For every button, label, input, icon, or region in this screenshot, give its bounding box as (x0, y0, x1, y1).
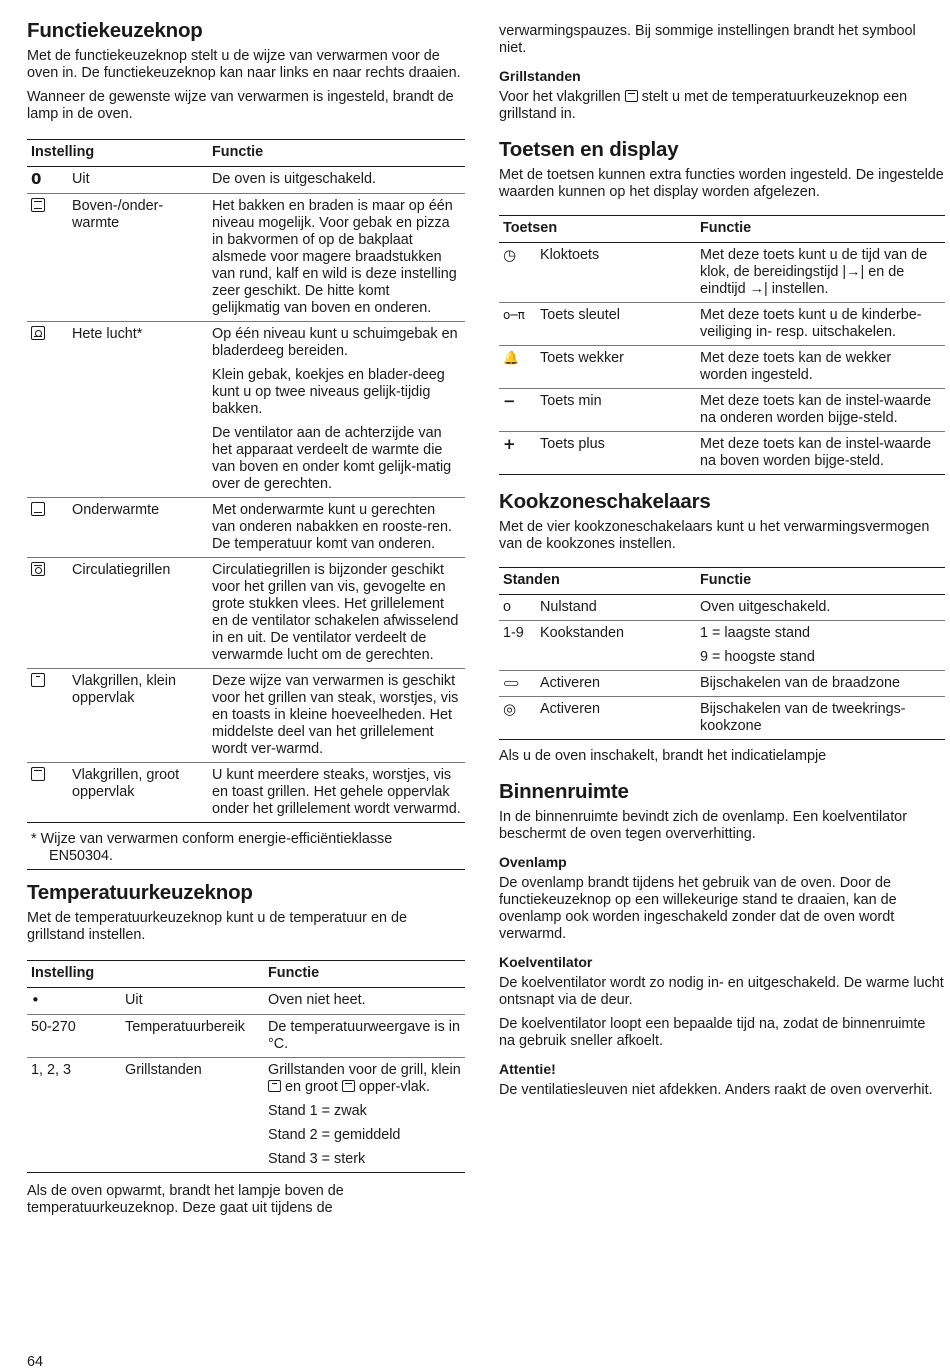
table-row (499, 303, 945, 346)
grill-icon (625, 90, 638, 102)
setting-symbol: 50-270 (27, 1015, 121, 1058)
oven-lamp-text: De ovenlamp brandt tijdens het gebruik van de oven. Door de functiekeuzeknop op een willekeurige stand te draaien, kan de ovenlamp ook worden ingeschakeld zonder dat de oven wordt verwarmd. (499, 875, 897, 942)
setting-name: Vlakgrillen, klein oppervlak (68, 669, 208, 763)
grill-stand-3: Stand 3 = sterk (268, 1151, 366, 1167)
table-row (27, 669, 465, 763)
temperature-table (27, 960, 465, 1173)
setting-description: Klein gebak, koekjes en blader-deeg kunt u op twee niveaus gelijk-tijdig bakken. (212, 367, 445, 417)
position-name: Nulstand (536, 595, 696, 621)
setting-name: Grillstanden (121, 1058, 264, 1173)
keys-table-header-keys: Toetsen (499, 216, 696, 243)
position-description: Bijschakelen van de braadzone (696, 671, 945, 697)
function-selector-heading: Functiekeuzeknop (27, 19, 203, 42)
temperature-lamp-note: Als de oven opwarmt, brandt het lampje boven de temperatuurkeuzeknop. Deze gaat uit tijdens de (27, 1183, 344, 1216)
setting-description: De oven is uitgeschakeld. (212, 171, 376, 187)
continued-text: verwarmingspauzes. Bij sommige instellingen brandt het symbool niet. (499, 23, 916, 56)
key-name: Toets min (536, 389, 696, 432)
small-grill-icon (268, 1080, 281, 1092)
key-name: Toets plus (536, 432, 696, 475)
footnote-line: EN50304. (49, 848, 114, 864)
function-table (27, 139, 465, 823)
setting-name: Boven-/onder-warmte (68, 194, 208, 322)
table-row (27, 167, 465, 194)
position-description: 9 = hoogste stand (700, 649, 815, 665)
cooking-zone-table-header-positions: Standen (499, 568, 696, 595)
roasting-zone-icon: ⊂⊃ (503, 677, 518, 690)
table-row (499, 243, 945, 303)
cooling-fan-text-1: De koelventilator wordt zo nodig in- en uitgeschakeld. De warme lucht ontsnapt via de deur. (499, 975, 944, 1008)
function-selector-intro: Met de functiekeuzeknop stelt u de wijze van verwarmen voor de oven in. De functiekeuzeknop kan naar links en naar rechts draaien. (27, 48, 461, 81)
position-name: Activeren (536, 671, 696, 697)
position-description: Bijschakelen van de tweekrings-kookzone (696, 697, 945, 740)
temperature-table-header-setting: Instelling (27, 961, 264, 988)
cooking-zone-switches-heading: Kookzoneschakelaars (499, 490, 711, 513)
grill-text-part: stelt u met de temperatuurkeuzeknop een grillstand in. (499, 89, 908, 122)
table-row (27, 1015, 465, 1058)
keys-display-intro: Met de toetsen kunnen extra functies worden ingesteld. De ingestelde waarden kunnen op het display worden afgelezen. (499, 167, 944, 200)
grill-stand-1: Stand 1 = zwak (268, 1103, 367, 1119)
grill-text-part: en groot (285, 1079, 338, 1095)
clock-icon: ◷ (503, 246, 517, 264)
indicator-lamp-note: Als u de oven inschakelt, brandt het indicatielampje (499, 748, 827, 764)
hot-air-icon (31, 326, 45, 340)
table-row (499, 346, 945, 389)
bell-icon: 🔔 (503, 351, 520, 366)
energy-class-footnote (27, 827, 465, 870)
off-dot-symbol: • (31, 991, 40, 1009)
oven-lamp-heading: Ovenlamp (499, 854, 567, 870)
interior-intro: In de binnenruimte bevindt zich de ovenlamp. Een koelventilator beschermt de oven tegen oververhitting. (499, 809, 907, 842)
footnote-line: * Wijze van verwarmen conform energie-efficiëntieklasse (31, 831, 393, 847)
function-selector-lamp-note: Wanneer de gewenste wijze van verwarmen is ingesteld, brandt de lamp in de oven. (27, 89, 454, 122)
large-grill-icon (342, 1080, 355, 1092)
circulation-grill-icon (31, 562, 45, 576)
table-row (27, 498, 465, 558)
key-description: Met deze toets kan de instel-waarde na onderen worden bijge-steld. (696, 389, 945, 432)
cooking-zone-table (499, 567, 945, 740)
key-icon: o─π (503, 308, 525, 322)
setting-name: Hete lucht* (68, 322, 208, 498)
keys-table (499, 215, 945, 475)
temperature-table-header-function: Functie (264, 961, 465, 988)
setting-name: Temperatuurbereik (121, 1015, 264, 1058)
interior-heading: Binnenruimte (499, 780, 629, 803)
function-table-header-setting: Instelling (27, 140, 208, 167)
table-row (499, 697, 945, 740)
key-description: Met deze toets kunt u de tijd van de klok, de bereidingstijd |→| en de eindtijd →| instellen. (696, 243, 945, 303)
table-row (499, 671, 945, 697)
small-grill-icon (31, 673, 45, 687)
setting-description: Circulatiegrillen is bijzonder geschikt voor het grillen van vis, gevogelte en grote stukken vlees. Het grillelement en de ventilator schakelen afwisselend in en uit. De ventilator verdeelt de verwarmde lucht om de gerechten. (212, 562, 459, 663)
key-name: Kloktoets (536, 243, 696, 303)
position-name: Activeren (536, 697, 696, 740)
large-grill-icon (31, 767, 45, 781)
setting-symbol: 1, 2, 3 (27, 1058, 121, 1173)
minus-icon: − (503, 392, 516, 410)
grill-stand-2: Stand 2 = gemiddeld (268, 1127, 401, 1143)
setting-name: Uit (68, 167, 208, 194)
table-row (499, 432, 945, 475)
setting-description: Oven niet heet. (264, 988, 465, 1015)
table-row (27, 1058, 465, 1173)
key-name: Toets sleutel (536, 303, 696, 346)
cooling-fan-text-2: De koelventilator loopt een bepaalde tijd na, zodat de binnenruimte na gebruik sneller afkoelt. (499, 1016, 926, 1049)
table-row (27, 763, 465, 823)
setting-description: De ventilator aan de achterzijde van het apparaat verdeelt de warmte die van boven en onder komt gelijk-matig over de gerechten. (212, 425, 452, 492)
table-row (499, 389, 945, 432)
setting-description: Op één niveau kunt u schuimgebak en bladerdeeg bereiden. (212, 326, 458, 359)
plus-icon: + (503, 435, 516, 453)
keys-table-header-function: Functie (696, 216, 945, 243)
setting-description: Deze wijze van verwarmen is geschikt voor het grillen van steak, worstjes, vis en toasts in kleine hoeveelheden. Het middelste deel van het grillelement wordt ver-warmd. (212, 673, 459, 757)
attention-heading: Attentie! (499, 1061, 556, 1077)
setting-description: Het bakken en braden is maar op één niveau mogelijk. Voor gebak en pizza in bakvormen of op de bakplaat alsmede voor magere braadstukken van rund, kalf en wild is deze instelling zeer geschikt. De hitte komt gelijkmatig van boven en onderen. (212, 198, 457, 316)
left-column (27, 18, 465, 1224)
grill-positions-text (499, 89, 945, 123)
setting-description: U kunt meerdere steaks, worstjes, vis en toast grillen. Het gehele oppervlak onder het grillelement wordt verwarmd. (212, 767, 461, 817)
table-row (27, 194, 465, 322)
table-row (499, 595, 945, 621)
page-number: 64 (27, 1354, 44, 1370)
top-bottom-heat-icon (31, 198, 45, 212)
grill-positions-heading: Grillstanden (499, 68, 581, 84)
attention-text: De ventilatiesleuven niet afdekken. Anders raakt de oven oververhit. (499, 1082, 933, 1098)
off-symbol: 0 (31, 170, 42, 188)
setting-description: De temperatuurweergave is in °C. (264, 1015, 465, 1058)
table-row (27, 558, 465, 669)
bottom-heat-icon (31, 502, 45, 516)
key-description: Met deze toets kunt u de kinderbe-veiliging in- resp. uitschakelen. (696, 303, 945, 346)
position-name: Kookstanden (536, 621, 696, 671)
position-description: 1 = laagste stand (700, 625, 811, 641)
function-table-header-function: Functie (208, 140, 465, 167)
cooling-fan-heading: Koelventilator (499, 954, 593, 970)
zero-position-symbol: o (499, 595, 536, 621)
right-column (499, 23, 945, 1106)
setting-description (268, 1062, 461, 1096)
temperature-selector-heading: Temperatuurkeuzeknop (27, 881, 253, 904)
keys-display-heading: Toetsen en display (499, 138, 679, 161)
cooking-zone-table-header-function: Functie (696, 568, 945, 595)
key-name: Toets wekker (536, 346, 696, 389)
key-description: Met deze toets kan de wekker worden ingesteld. (696, 346, 945, 389)
grill-text-part: Voor het vlakgrillen (499, 89, 621, 105)
cooking-zone-switches-intro: Met de vier kookzoneschakelaars kunt u het verwarmingsvermogen van de kookzones instellen. (499, 519, 930, 552)
setting-name: Uit (121, 988, 264, 1015)
setting-name: Onderwarmte (68, 498, 208, 558)
position-symbol: 1-9 (499, 621, 536, 671)
setting-description: Met onderwarmte kunt u gerechten van onderen nabakken en rooste-ren. De temperatuur komt van onderen. (212, 502, 453, 552)
temperature-selector-intro: Met de temperatuurkeuzeknop kunt u de temperatuur en de grillstand instellen. (27, 910, 407, 943)
setting-name: Vlakgrillen, groot oppervlak (68, 763, 208, 823)
grill-text-part: Grillstanden voor de grill, klein (268, 1062, 461, 1078)
table-row (27, 322, 465, 498)
dual-ring-zone-icon: ◎ (503, 700, 517, 718)
table-row (499, 621, 945, 671)
position-description: Oven uitgeschakeld. (696, 595, 945, 621)
key-description: Met deze toets kan de instel-waarde na boven worden bijge-steld. (696, 432, 945, 475)
setting-name: Circulatiegrillen (68, 558, 208, 669)
grill-text-part: opper-vlak. (358, 1079, 430, 1095)
table-row (27, 988, 465, 1015)
